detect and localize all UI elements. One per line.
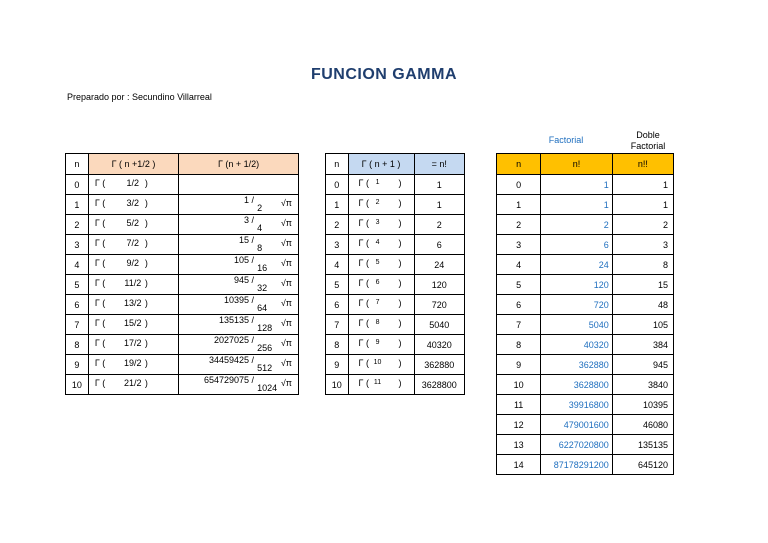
- cell-factorial: 6: [414, 235, 464, 255]
- cell-n: 4: [497, 255, 541, 275]
- fraction-numerator: 1 /: [243, 195, 254, 205]
- cell-n: 4: [326, 255, 349, 275]
- cell-factorial: 1: [414, 195, 464, 215]
- page-title: FUNCION GAMMA: [310, 66, 458, 83]
- cell-n: 11: [497, 395, 541, 415]
- sqrt-pi: √π: [280, 238, 292, 248]
- fraction-numerator: 105 /: [233, 255, 254, 265]
- cell-gamma-arg: [88, 295, 178, 315]
- cell-gamma-arg: [348, 335, 414, 355]
- gamma-integer-table: [325, 153, 465, 395]
- gamma-arg: 1/2: [126, 178, 140, 188]
- gamma-close: ): [144, 218, 148, 228]
- cell-factorial: 87178291200: [541, 455, 613, 475]
- cell-gamma-arg: [348, 315, 414, 335]
- gamma-open: Γ (: [94, 198, 106, 208]
- cell-gamma-value: [179, 215, 299, 235]
- cell-double-factorial: 46080: [612, 415, 673, 435]
- table-row: [497, 315, 674, 335]
- cell-n: 6: [66, 295, 89, 315]
- cell-factorial: 40320: [541, 335, 613, 355]
- cell-factorial: 362880: [541, 355, 613, 375]
- cell-gamma-value: [179, 335, 299, 355]
- table-row: [497, 295, 674, 315]
- table-row: [497, 215, 674, 235]
- gamma-open: Γ (: [358, 378, 370, 388]
- gamma-arg: 17/2: [124, 338, 142, 348]
- fraction-denominator: 512: [257, 363, 273, 373]
- cell-factorial: 24: [541, 255, 613, 275]
- table-row: [326, 295, 465, 315]
- cell-gamma-value: [179, 235, 299, 255]
- table-row: [497, 275, 674, 295]
- cell-n: 3: [66, 235, 89, 255]
- cell-n: 2: [66, 215, 89, 235]
- sqrt-pi: √π: [280, 198, 292, 208]
- cell-n: 1: [497, 195, 541, 215]
- cell-gamma-arg: [348, 375, 414, 395]
- cell-double-factorial: 8: [612, 255, 673, 275]
- header-factorial: = n!: [414, 154, 464, 175]
- cell-n: 10: [497, 375, 541, 395]
- gamma-close: ): [398, 258, 402, 268]
- gamma-close: ): [144, 278, 148, 288]
- sqrt-pi: √π: [280, 338, 292, 348]
- cell-n: 4: [66, 255, 89, 275]
- gamma-open: Γ (: [358, 318, 370, 328]
- gamma-close: ): [398, 378, 402, 388]
- gamma-arg: 8: [375, 319, 380, 326]
- table-row: [66, 195, 299, 215]
- factorial-table: [496, 153, 674, 475]
- gamma-arg: 7/2: [126, 238, 140, 248]
- gamma-arg: 7: [375, 299, 380, 306]
- table-row: [326, 215, 465, 235]
- table-header-row: [326, 154, 465, 175]
- header-factorial: n!: [541, 154, 613, 175]
- cell-n: 1: [66, 195, 89, 215]
- gamma-arg: 9: [375, 339, 380, 346]
- cell-factorial: 1: [541, 175, 613, 195]
- gamma-close: ): [144, 378, 148, 388]
- cell-factorial: 1: [541, 195, 613, 215]
- fraction-denominator: 64: [257, 303, 268, 313]
- cell-double-factorial: 945: [612, 355, 673, 375]
- fraction-numerator: 34459425 /: [208, 355, 254, 365]
- gamma-open: Γ (: [94, 178, 106, 188]
- table-row: [326, 235, 465, 255]
- gamma-arg: 15/2: [124, 318, 142, 328]
- cell-gamma-arg: [88, 235, 178, 255]
- gamma-close: ): [398, 178, 402, 188]
- table-row: [497, 235, 674, 255]
- cell-n: 2: [497, 215, 541, 235]
- gamma-arg: 3/2: [126, 198, 140, 208]
- cell-n: 8: [497, 335, 541, 355]
- gamma-arg: 4: [375, 239, 380, 246]
- table-row: [497, 455, 674, 475]
- table-row: [66, 235, 299, 255]
- gamma-open: Γ (: [358, 178, 370, 188]
- cell-gamma-arg: [348, 195, 414, 215]
- cell-gamma-arg: [88, 195, 178, 215]
- gamma-arg: 11/2: [124, 278, 142, 288]
- cell-gamma-arg: [348, 355, 414, 375]
- header-gamma-arg: Γ ( n +1/2 ): [88, 154, 178, 175]
- header-n: n: [497, 154, 541, 175]
- doble-factorial-caption: Doble Factorial: [630, 130, 666, 151]
- cell-n: 9: [326, 355, 349, 375]
- fraction-denominator: 128: [257, 323, 273, 333]
- gamma-arg: 11: [373, 379, 382, 386]
- sqrt-pi: √π: [280, 218, 292, 228]
- gamma-close: ): [144, 258, 148, 268]
- gamma-close: ): [144, 338, 148, 348]
- cell-gamma-value: [179, 375, 299, 395]
- gamma-open: Γ (: [358, 358, 370, 368]
- cell-gamma-value: [179, 315, 299, 335]
- header-n: n: [66, 154, 89, 175]
- gamma-arg: 3: [375, 219, 380, 226]
- table-row: [66, 355, 299, 375]
- table-row: [497, 435, 674, 455]
- table-row: [326, 375, 465, 395]
- gamma-close: ): [398, 198, 402, 208]
- cell-n: 6: [326, 295, 349, 315]
- cell-factorial: 6227020800: [541, 435, 613, 455]
- table-row: [66, 315, 299, 335]
- cell-factorial: 120: [414, 275, 464, 295]
- gamma-open: Γ (: [94, 278, 106, 288]
- sqrt-pi: √π: [280, 378, 292, 388]
- cell-gamma-arg: [348, 255, 414, 275]
- fraction-denominator: 8: [257, 243, 263, 253]
- table-row: [326, 315, 465, 335]
- gamma-arg: 19/2: [124, 358, 142, 368]
- cell-n: 1: [326, 195, 349, 215]
- table-row: [497, 195, 674, 215]
- cell-gamma-arg: [88, 375, 178, 395]
- fraction-denominator: 2: [257, 203, 263, 213]
- gamma-close: ): [144, 318, 148, 328]
- cell-factorial: 2: [541, 215, 613, 235]
- cell-gamma-arg: [88, 335, 178, 355]
- cell-n: 3: [326, 235, 349, 255]
- cell-factorial: 6: [541, 235, 613, 255]
- cell-gamma-value: [179, 175, 299, 195]
- cell-double-factorial: 3: [612, 235, 673, 255]
- gamma-arg: 5: [375, 259, 380, 266]
- cell-gamma-value: [179, 355, 299, 375]
- fraction-numerator: 945 /: [233, 275, 254, 285]
- cell-n: 7: [497, 315, 541, 335]
- gamma-open: Γ (: [358, 298, 370, 308]
- cell-n: 13: [497, 435, 541, 455]
- table-row: [66, 215, 299, 235]
- factorial-caption: Factorial: [548, 135, 584, 145]
- gamma-open: Γ (: [358, 258, 370, 268]
- cell-gamma-value: [179, 295, 299, 315]
- cell-gamma-arg: [348, 235, 414, 255]
- fraction-numerator: 15 /: [238, 235, 254, 245]
- gamma-close: ): [398, 338, 402, 348]
- cell-n: 9: [66, 355, 89, 375]
- author-line: Preparado por : Secundino Villarreal: [67, 92, 212, 102]
- table-row: [66, 175, 299, 195]
- cell-factorial: 362880: [414, 355, 464, 375]
- gamma-arg: 13/2: [124, 298, 142, 308]
- gamma-open: Γ (: [358, 338, 370, 348]
- gamma-arg: 2: [375, 199, 380, 206]
- gamma-open: Γ (: [94, 318, 106, 328]
- cell-double-factorial: 645120: [612, 455, 673, 475]
- cell-double-factorial: 3840: [612, 375, 673, 395]
- sqrt-pi: √π: [280, 358, 292, 368]
- header-gamma-value: Γ (n + 1/2): [179, 154, 299, 175]
- cell-factorial: 1: [414, 175, 464, 195]
- gamma-arg: 21/2: [124, 378, 142, 388]
- gamma-open: Γ (: [94, 218, 106, 228]
- sqrt-pi: √π: [280, 298, 292, 308]
- gamma-close: ): [144, 298, 148, 308]
- gamma-open: Γ (: [94, 378, 106, 388]
- cell-gamma-value: [179, 255, 299, 275]
- cell-n: 10: [326, 375, 349, 395]
- gamma-open: Γ (: [358, 218, 370, 228]
- cell-gamma-value: [179, 275, 299, 295]
- table-row: [326, 335, 465, 355]
- table-row: [497, 335, 674, 355]
- gamma-close: ): [144, 358, 148, 368]
- gamma-half-table: [65, 153, 299, 395]
- cell-gamma-arg: [348, 275, 414, 295]
- cell-n: 14: [497, 455, 541, 475]
- cell-n: 10: [66, 375, 89, 395]
- cell-gamma-arg: [88, 275, 178, 295]
- header-n: n: [326, 154, 349, 175]
- gamma-close: ): [144, 178, 148, 188]
- cell-n: 0: [497, 175, 541, 195]
- cell-factorial: 3628800: [541, 375, 613, 395]
- cell-double-factorial: 135135: [612, 435, 673, 455]
- fraction-numerator: 10395 /: [223, 295, 254, 305]
- cell-n: 6: [497, 295, 541, 315]
- cell-double-factorial: 1: [612, 175, 673, 195]
- table-row: [497, 415, 674, 435]
- cell-n: 5: [66, 275, 89, 295]
- cell-n: 7: [326, 315, 349, 335]
- gamma-open: Γ (: [94, 358, 106, 368]
- cell-gamma-arg: [348, 215, 414, 235]
- table-row: [66, 255, 299, 275]
- cell-n: 5: [497, 275, 541, 295]
- cell-double-factorial: 1: [612, 195, 673, 215]
- header-gamma-arg: Γ ( n + 1 ): [348, 154, 414, 175]
- fraction-denominator: 256: [257, 343, 273, 353]
- gamma-close: ): [398, 278, 402, 288]
- cell-double-factorial: 2: [612, 215, 673, 235]
- gamma-close: ): [398, 298, 402, 308]
- gamma-close: ): [144, 238, 148, 248]
- cell-gamma-arg: [348, 175, 414, 195]
- cell-gamma-arg: [88, 355, 178, 375]
- fraction-denominator: 1024: [257, 383, 278, 393]
- cell-n: 0: [66, 175, 89, 195]
- cell-factorial: 5040: [541, 315, 613, 335]
- gamma-open: Γ (: [94, 338, 106, 348]
- cell-double-factorial: 15: [612, 275, 673, 295]
- table-row: [66, 375, 299, 395]
- cell-double-factorial: 10395: [612, 395, 673, 415]
- cell-factorial: 720: [414, 295, 464, 315]
- fraction-denominator: 32: [257, 283, 268, 293]
- header-double-factorial: n!!: [612, 154, 673, 175]
- cell-factorial: 120: [541, 275, 613, 295]
- table-row: [326, 175, 465, 195]
- gamma-close: ): [398, 238, 402, 248]
- gamma-open: Γ (: [94, 238, 106, 248]
- fraction-denominator: 16: [257, 263, 268, 273]
- gamma-close: ): [398, 358, 402, 368]
- sqrt-pi: √π: [280, 318, 292, 328]
- cell-n: 0: [326, 175, 349, 195]
- cell-factorial: 40320: [414, 335, 464, 355]
- table-row: [497, 395, 674, 415]
- sqrt-pi: √π: [280, 258, 292, 268]
- cell-double-factorial: 48: [612, 295, 673, 315]
- gamma-open: Γ (: [358, 278, 370, 288]
- gamma-arg: 10: [373, 359, 382, 366]
- cell-double-factorial: 384: [612, 335, 673, 355]
- gamma-open: Γ (: [358, 198, 370, 208]
- gamma-arg: 9/2: [126, 258, 140, 268]
- cell-gamma-arg: [88, 315, 178, 335]
- table-row: [326, 275, 465, 295]
- fraction-numerator: 2027025 /: [213, 335, 254, 345]
- gamma-open: Γ (: [358, 238, 370, 248]
- cell-gamma-arg: [88, 255, 178, 275]
- table-header-row: [66, 154, 299, 175]
- cell-factorial: 2: [414, 215, 464, 235]
- table-row: [66, 335, 299, 355]
- cell-factorial: 24: [414, 255, 464, 275]
- cell-n: 9: [497, 355, 541, 375]
- table-header-row: [497, 154, 674, 175]
- gamma-close: ): [398, 318, 402, 328]
- cell-n: 2: [326, 215, 349, 235]
- cell-factorial: 5040: [414, 315, 464, 335]
- cell-factorial: 479001600: [541, 415, 613, 435]
- cell-n: 8: [326, 335, 349, 355]
- gamma-arg: 6: [375, 279, 380, 286]
- table-row: [497, 355, 674, 375]
- gamma-open: Γ (: [94, 258, 106, 268]
- cell-n: 7: [66, 315, 89, 335]
- cell-factorial: 39916800: [541, 395, 613, 415]
- gamma-arg: 1: [375, 179, 380, 186]
- fraction-denominator: 4: [257, 223, 263, 233]
- table-row: [326, 195, 465, 215]
- cell-factorial: 3628800: [414, 375, 464, 395]
- fraction-numerator: 3 /: [243, 215, 254, 225]
- table-row: [497, 255, 674, 275]
- table-row: [66, 275, 299, 295]
- cell-n: 8: [66, 335, 89, 355]
- cell-gamma-arg: [88, 175, 178, 195]
- cell-n: 3: [497, 235, 541, 255]
- table-row: [497, 375, 674, 395]
- sqrt-pi: √π: [280, 278, 292, 288]
- fraction-numerator: 135135 /: [218, 315, 254, 325]
- gamma-open: Γ (: [94, 298, 106, 308]
- gamma-arg: 5/2: [126, 218, 140, 228]
- cell-gamma-arg: [348, 295, 414, 315]
- cell-gamma-value: [179, 195, 299, 215]
- cell-factorial: 720: [541, 295, 613, 315]
- table-row: [497, 175, 674, 195]
- table-row: [326, 255, 465, 275]
- cell-n: 12: [497, 415, 541, 435]
- cell-gamma-arg: [88, 215, 178, 235]
- table-row: [326, 355, 465, 375]
- gamma-close: ): [398, 218, 402, 228]
- gamma-close: ): [144, 198, 148, 208]
- cell-double-factorial: 105: [612, 315, 673, 335]
- table-row: [66, 295, 299, 315]
- cell-n: 5: [326, 275, 349, 295]
- fraction-numerator: 654729075 /: [203, 375, 254, 385]
